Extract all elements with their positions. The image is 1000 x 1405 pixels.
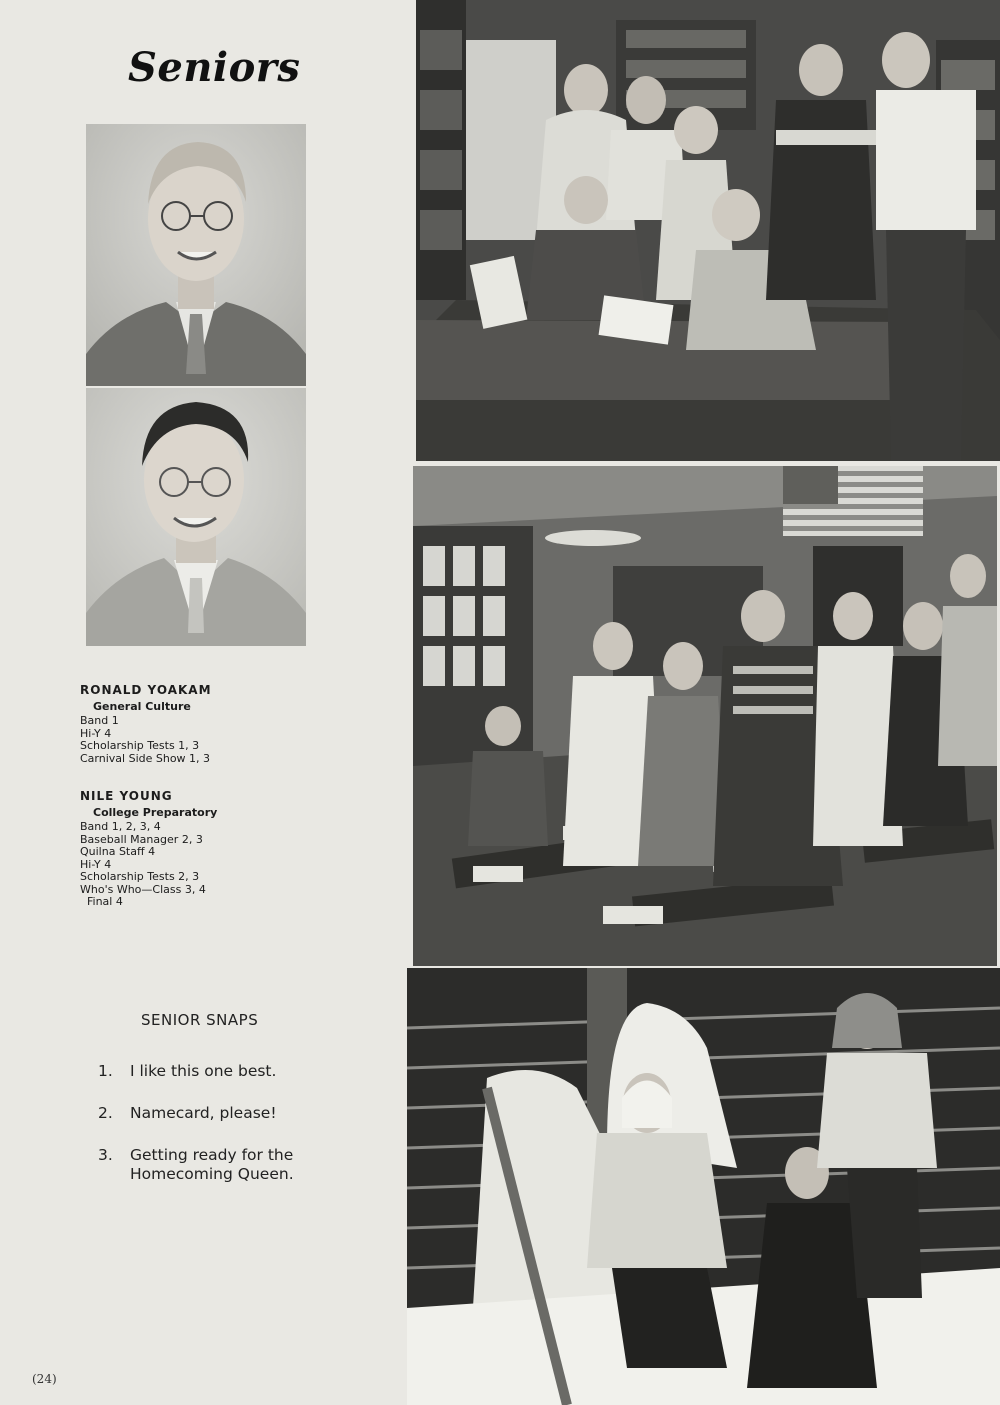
caption-number: 3. — [98, 1146, 113, 1164]
page-number: (24) — [32, 1372, 57, 1386]
photo-float-decorating — [407, 968, 1000, 1405]
caption-item — [98, 1146, 358, 1184]
activity-item: Baseball Manager 2, 3 — [80, 832, 203, 846]
senior-portrait-yoakam — [86, 124, 306, 386]
activity-item: Scholarship Tests 2, 3 — [80, 870, 200, 883]
activity-item: Carnival Side Show 1, 3 — [80, 751, 211, 765]
senior-course: General Culture — [93, 699, 191, 713]
activity-item: Band 1, 2, 3, 4 — [80, 820, 161, 833]
senior-snaps-heading: SENIOR SNAPS — [141, 1011, 259, 1029]
senior-bio-young — [80, 790, 217, 909]
activity-item: Quilna Staff 4 — [80, 845, 156, 858]
activity-item: Who's Who—Class 3, 4 — [80, 882, 206, 896]
caption-number: 2. — [98, 1104, 113, 1122]
senior-portrait-young — [86, 388, 306, 646]
snap-captions — [98, 1062, 358, 1207]
caption-item — [98, 1062, 358, 1081]
senior-name: NILE YOUNG — [80, 789, 173, 803]
activity-item: Scholarship Tests 1, 3 — [80, 739, 200, 752]
activity-item: Hi-Y 4 — [80, 857, 112, 871]
activity-item: Band 1 — [80, 714, 119, 727]
caption-text: I like this one best. — [130, 1062, 277, 1080]
page-title: Seniors — [128, 44, 301, 91]
senior-course: College Preparatory — [93, 805, 218, 819]
senior-bio-yoakam — [80, 684, 212, 765]
photo-library-students — [416, 0, 1000, 461]
caption-text: Getting ready for the Homecoming Queen. — [130, 1146, 294, 1183]
activity-item: Final 4 — [80, 895, 123, 908]
caption-item — [98, 1104, 358, 1123]
caption-text: Namecard, please! — [130, 1104, 277, 1122]
senior-name: RONALD YOAKAM — [80, 683, 212, 697]
caption-number: 1. — [98, 1062, 113, 1080]
activity-item: Hi-Y 4 — [80, 726, 112, 740]
photo-classroom-students — [413, 466, 997, 966]
